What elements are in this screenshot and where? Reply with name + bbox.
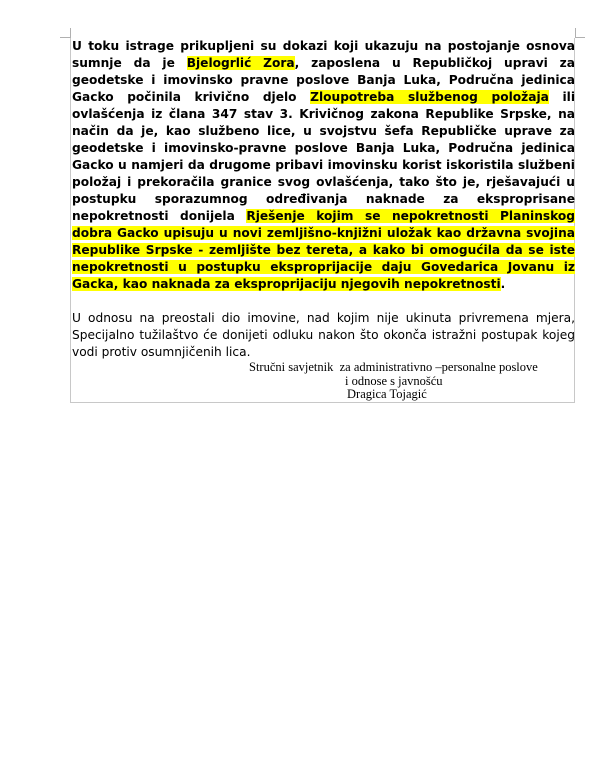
page-corner-mark [60,37,70,38]
page-corner-mark [575,37,585,38]
document-body[interactable] [72,38,575,361]
signature-subtitle: i odnose s javnošću [345,373,443,388]
text-run: , zaposlena u Republičkoj upravi za geodetske i imovinsko pravne poslove Banja Luka, Područna jedinica Gacko počinila krivično djelo [72,56,575,104]
signature-name: Dragica Tojagić [347,387,427,401]
paragraph-investigation[interactable] [72,38,575,293]
signature-title: Stručni savjetnik za administrativno –personalne poslove [249,360,538,374]
text-run: . [500,277,506,291]
signature-block [72,361,575,402]
highlighted-text: Bjelogrlić Zora [186,56,295,70]
paragraph-remaining-property[interactable]: U odnosu na preostali dio imovine, nad kojim nije ukinuta privremena mjera, Specijalno tužilaštvo će donijeti odluku nakon što okonča istražni postupak kojeg vodi protiv osumnjičenih lica. [72,311,575,359]
highlighted-text: Zloupotreba službenog položaja [310,90,549,104]
text-run: U toku istrage prikupljeni su dokazi koji ukazuju na postojanje osnova sumnje da je [72,39,575,70]
highlighted-text: Rješenje kojim se nepokretnosti Planinskog dobra Gacko upisuju u novi zemljišno-knjižni uložak kao državna svojina Republike Srpske - zemljište bez tereta, a kako bi omogućila da se iste nepokretnosti u postupku eksproprijacije daju Govedarica Jovanu iz Gacka, kao naknada za eksproprijaciju njegovih nepokretnosti [72,209,575,291]
text-run: ili ovlašćenja iz člana 347 stav 3. Krivičnog zakona Republike Srpske, na način da je, kao službeno lice, u svojstvu šefa Republičke uprave za geodetske i imovinsko-pravne poslove Banja Luka, Područna jedinica Gacko u namjeri da drugome pribavi imovinsku korist iskoristila službeni položaj i prekoračila granice svog ovlašćenja, tako što je, rješavajući u postupku sporazumnog određivanja naknade za eksproprisane nepokretnosti donijela [72,90,575,223]
